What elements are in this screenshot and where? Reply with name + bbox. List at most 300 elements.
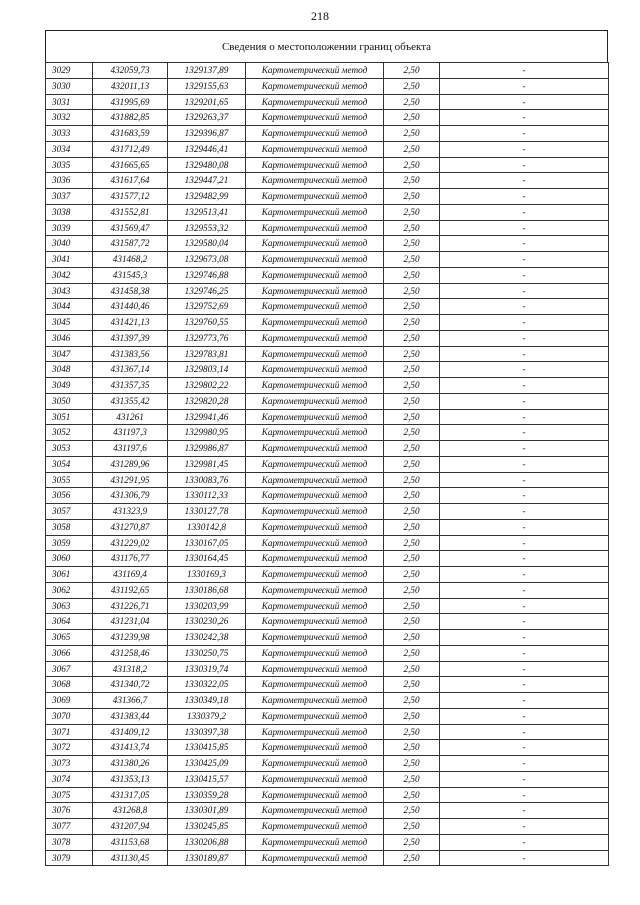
y-coordinate-cell: 1330167,05 [168, 535, 246, 551]
coordinates-sheet [45, 30, 608, 866]
point-number-cell: 3073 [46, 756, 93, 772]
point-number-cell: 3064 [46, 614, 93, 630]
point-number-cell: 3040 [46, 236, 93, 252]
description-cell: - [440, 677, 609, 693]
description-cell: - [440, 850, 609, 866]
accuracy-cell: 2,50 [384, 409, 440, 425]
table-row [46, 220, 609, 236]
x-coordinate-cell: 431683,59 [93, 126, 168, 142]
x-coordinate-cell: 431207,94 [93, 819, 168, 835]
point-number-cell: 3047 [46, 346, 93, 362]
method-cell: Картометрический метод [246, 78, 384, 94]
point-number-cell: 3052 [46, 425, 93, 441]
x-coordinate-cell: 431357,35 [93, 378, 168, 394]
method-cell: Картометрический метод [246, 315, 384, 331]
x-coordinate-cell: 431192,65 [93, 582, 168, 598]
x-coordinate-cell: 431383,56 [93, 346, 168, 362]
x-coordinate-cell: 431665,65 [93, 157, 168, 173]
x-coordinate-cell: 431317,05 [93, 787, 168, 803]
page-number: 218 [311, 9, 329, 23]
method-cell: Картометрический метод [246, 252, 384, 268]
y-coordinate-cell: 1329802,22 [168, 378, 246, 394]
accuracy-cell: 2,50 [384, 393, 440, 409]
method-cell: Картометрический метод [246, 708, 384, 724]
y-coordinate-cell: 1329980,95 [168, 425, 246, 441]
description-cell: - [440, 283, 609, 299]
y-coordinate-cell: 1330379,2 [168, 708, 246, 724]
accuracy-cell: 2,50 [384, 94, 440, 110]
table-row [46, 724, 609, 740]
method-cell: Картометрический метод [246, 504, 384, 520]
description-cell: - [440, 126, 609, 142]
y-coordinate-cell: 1330301,89 [168, 803, 246, 819]
table-row [46, 204, 609, 220]
description-cell: - [440, 252, 609, 268]
description-cell: - [440, 740, 609, 756]
point-number-cell: 3077 [46, 819, 93, 835]
accuracy-cell: 2,50 [384, 126, 440, 142]
description-cell: - [440, 567, 609, 583]
y-coordinate-cell: 1329981,45 [168, 456, 246, 472]
y-coordinate-cell: 1329773,76 [168, 330, 246, 346]
description-cell: - [440, 110, 609, 126]
table-row [46, 157, 609, 173]
y-coordinate-cell: 1330397,38 [168, 724, 246, 740]
accuracy-cell: 2,50 [384, 488, 440, 504]
x-coordinate-cell: 431617,64 [93, 173, 168, 189]
table-row [46, 378, 609, 394]
y-coordinate-cell: 1330415,57 [168, 771, 246, 787]
description-cell: - [440, 787, 609, 803]
point-number-cell: 3062 [46, 582, 93, 598]
method-cell: Картометрический метод [246, 378, 384, 394]
description-cell: - [440, 94, 609, 110]
accuracy-cell: 2,50 [384, 771, 440, 787]
description-cell: - [440, 535, 609, 551]
method-cell: Картометрический метод [246, 141, 384, 157]
description-cell: - [440, 834, 609, 850]
method-cell: Картометрический метод [246, 236, 384, 252]
accuracy-cell: 2,50 [384, 756, 440, 772]
accuracy-cell: 2,50 [384, 330, 440, 346]
description-cell: - [440, 693, 609, 709]
point-number-cell: 3071 [46, 724, 93, 740]
x-coordinate-cell: 431383,44 [93, 708, 168, 724]
description-cell: - [440, 582, 609, 598]
method-cell: Картометрический метод [246, 535, 384, 551]
point-number-cell: 3063 [46, 598, 93, 614]
point-number-cell: 3065 [46, 630, 93, 646]
table-row [46, 819, 609, 835]
method-cell: Картометрический метод [246, 441, 384, 457]
point-number-cell: 3045 [46, 315, 93, 331]
point-number-cell: 3038 [46, 204, 93, 220]
x-coordinate-cell: 431318,2 [93, 661, 168, 677]
accuracy-cell: 2,50 [384, 787, 440, 803]
method-cell: Картометрический метод [246, 110, 384, 126]
point-number-cell: 3058 [46, 519, 93, 535]
method-cell: Картометрический метод [246, 189, 384, 205]
table-row [46, 362, 609, 378]
description-cell: - [440, 236, 609, 252]
accuracy-cell: 2,50 [384, 283, 440, 299]
y-coordinate-cell: 1330206,88 [168, 834, 246, 850]
table-row [46, 551, 609, 567]
description-cell: - [440, 346, 609, 362]
table-row [46, 834, 609, 850]
x-coordinate-cell: 431882,85 [93, 110, 168, 126]
x-coordinate-cell: 431397,39 [93, 330, 168, 346]
table-row [46, 173, 609, 189]
table-row [46, 283, 609, 299]
y-coordinate-cell: 1329482,99 [168, 189, 246, 205]
point-number-cell: 3033 [46, 126, 93, 142]
method-cell: Картометрический метод [246, 582, 384, 598]
x-coordinate-cell: 431421,13 [93, 315, 168, 331]
x-coordinate-cell: 431197,6 [93, 441, 168, 457]
method-cell: Картометрический метод [246, 472, 384, 488]
x-coordinate-cell: 431577,12 [93, 189, 168, 205]
x-coordinate-cell: 431366,7 [93, 693, 168, 709]
point-number-cell: 3074 [46, 771, 93, 787]
table-row [46, 63, 609, 79]
description-cell: - [440, 362, 609, 378]
table-row [46, 346, 609, 362]
description-cell: - [440, 409, 609, 425]
x-coordinate-cell: 431197,3 [93, 425, 168, 441]
point-number-cell: 3043 [46, 283, 93, 299]
x-coordinate-cell: 431712,49 [93, 141, 168, 157]
accuracy-cell: 2,50 [384, 567, 440, 583]
accuracy-cell: 2,50 [384, 519, 440, 535]
point-number-cell: 3055 [46, 472, 93, 488]
table-row [46, 110, 609, 126]
accuracy-cell: 2,50 [384, 630, 440, 646]
x-coordinate-cell: 431226,71 [93, 598, 168, 614]
x-coordinate-cell: 431229,02 [93, 535, 168, 551]
table-row [46, 236, 609, 252]
point-number-cell: 3049 [46, 378, 93, 394]
method-cell: Картометрический метод [246, 63, 384, 79]
method-cell: Картометрический метод [246, 283, 384, 299]
accuracy-cell: 2,50 [384, 803, 440, 819]
method-cell: Картометрический метод [246, 850, 384, 866]
y-coordinate-cell: 1329986,87 [168, 441, 246, 457]
point-number-cell: 3046 [46, 330, 93, 346]
point-number-cell: 3048 [46, 362, 93, 378]
table-row [46, 330, 609, 346]
y-coordinate-cell: 1329446,41 [168, 141, 246, 157]
description-cell: - [440, 63, 609, 79]
y-coordinate-cell: 1329803,14 [168, 362, 246, 378]
method-cell: Картометрический метод [246, 803, 384, 819]
description-cell: - [440, 551, 609, 567]
accuracy-cell: 2,50 [384, 78, 440, 94]
table-row [46, 141, 609, 157]
y-coordinate-cell: 1330127,78 [168, 504, 246, 520]
x-coordinate-cell: 431552,81 [93, 204, 168, 220]
x-coordinate-cell: 431545,3 [93, 267, 168, 283]
y-coordinate-cell: 1330083,76 [168, 472, 246, 488]
method-cell: Картометрический метод [246, 598, 384, 614]
x-coordinate-cell: 432011,13 [93, 78, 168, 94]
point-number-cell: 3069 [46, 693, 93, 709]
method-cell: Картометрический метод [246, 661, 384, 677]
description-cell: - [440, 78, 609, 94]
y-coordinate-cell: 1329783,81 [168, 346, 246, 362]
y-coordinate-cell: 1329480,08 [168, 157, 246, 173]
point-number-cell: 3034 [46, 141, 93, 157]
point-number-cell: 3036 [46, 173, 93, 189]
accuracy-cell: 2,50 [384, 724, 440, 740]
accuracy-cell: 2,50 [384, 110, 440, 126]
point-number-cell: 3050 [46, 393, 93, 409]
table-row [46, 598, 609, 614]
y-coordinate-cell: 1330245,85 [168, 819, 246, 835]
point-number-cell: 3066 [46, 645, 93, 661]
y-coordinate-cell: 1330349,18 [168, 693, 246, 709]
y-coordinate-cell: 1329580,04 [168, 236, 246, 252]
y-coordinate-cell: 1329396,87 [168, 126, 246, 142]
x-coordinate-cell: 431468,2 [93, 252, 168, 268]
table-row [46, 787, 609, 803]
accuracy-cell: 2,50 [384, 141, 440, 157]
description-cell: - [440, 488, 609, 504]
description-cell: - [440, 472, 609, 488]
method-cell: Картометрический метод [246, 693, 384, 709]
x-coordinate-cell: 431153,68 [93, 834, 168, 850]
x-coordinate-cell: 431261 [93, 409, 168, 425]
accuracy-cell: 2,50 [384, 204, 440, 220]
accuracy-cell: 2,50 [384, 661, 440, 677]
method-cell: Картометрический метод [246, 677, 384, 693]
x-coordinate-cell: 431440,46 [93, 299, 168, 315]
method-cell: Картометрический метод [246, 94, 384, 110]
method-cell: Картометрический метод [246, 330, 384, 346]
table-row [46, 582, 609, 598]
accuracy-cell: 2,50 [384, 535, 440, 551]
table-row [46, 456, 609, 472]
description-cell: - [440, 456, 609, 472]
point-number-cell: 3030 [46, 78, 93, 94]
table-row [46, 472, 609, 488]
x-coordinate-cell: 431176,77 [93, 551, 168, 567]
y-coordinate-cell: 1330164,45 [168, 551, 246, 567]
y-coordinate-cell: 1329513,41 [168, 204, 246, 220]
x-coordinate-cell: 431380,26 [93, 756, 168, 772]
method-cell: Картометрический метод [246, 267, 384, 283]
table-row [46, 189, 609, 205]
accuracy-cell: 2,50 [384, 614, 440, 630]
point-number-cell: 3072 [46, 740, 93, 756]
x-coordinate-cell: 431409,12 [93, 724, 168, 740]
table-row [46, 614, 609, 630]
method-cell: Картометрический метод [246, 126, 384, 142]
table-row [46, 708, 609, 724]
x-coordinate-cell: 431587,72 [93, 236, 168, 252]
point-number-cell: 3035 [46, 157, 93, 173]
y-coordinate-cell: 1329447,21 [168, 173, 246, 189]
description-cell: - [440, 330, 609, 346]
point-number-cell: 3061 [46, 567, 93, 583]
table-row [46, 126, 609, 142]
x-coordinate-cell: 431340,72 [93, 677, 168, 693]
y-coordinate-cell: 1330425,09 [168, 756, 246, 772]
x-coordinate-cell: 431291,95 [93, 472, 168, 488]
point-number-cell: 3054 [46, 456, 93, 472]
table-row [46, 740, 609, 756]
point-number-cell: 3051 [46, 409, 93, 425]
y-coordinate-cell: 1329137,89 [168, 63, 246, 79]
description-cell: - [440, 204, 609, 220]
method-cell: Картометрический метод [246, 645, 384, 661]
point-number-cell: 3079 [46, 850, 93, 866]
table-row [46, 315, 609, 331]
description-cell: - [440, 803, 609, 819]
table-row [46, 850, 609, 866]
method-cell: Картометрический метод [246, 724, 384, 740]
x-coordinate-cell: 431289,96 [93, 456, 168, 472]
x-coordinate-cell: 431323,9 [93, 504, 168, 520]
table-row [46, 661, 609, 677]
accuracy-cell: 2,50 [384, 598, 440, 614]
description-cell: - [440, 756, 609, 772]
description-cell: - [440, 661, 609, 677]
description-cell: - [440, 189, 609, 205]
accuracy-cell: 2,50 [384, 346, 440, 362]
method-cell: Картометрический метод [246, 756, 384, 772]
table-row [46, 252, 609, 268]
method-cell: Картометрический метод [246, 393, 384, 409]
y-coordinate-cell: 1330112,33 [168, 488, 246, 504]
x-coordinate-cell: 431367,14 [93, 362, 168, 378]
accuracy-cell: 2,50 [384, 551, 440, 567]
description-cell: - [440, 315, 609, 331]
method-cell: Картометрический метод [246, 173, 384, 189]
point-number-cell: 3041 [46, 252, 93, 268]
table-row [46, 756, 609, 772]
point-number-cell: 3056 [46, 488, 93, 504]
table-row [46, 677, 609, 693]
y-coordinate-cell: 1329820,28 [168, 393, 246, 409]
x-coordinate-cell: 431239,98 [93, 630, 168, 646]
accuracy-cell: 2,50 [384, 267, 440, 283]
x-coordinate-cell: 431258,46 [93, 645, 168, 661]
table-row [46, 630, 609, 646]
point-number-cell: 3057 [46, 504, 93, 520]
y-coordinate-cell: 1330319,74 [168, 661, 246, 677]
accuracy-cell: 2,50 [384, 157, 440, 173]
point-number-cell: 3042 [46, 267, 93, 283]
y-coordinate-cell: 1330250,75 [168, 645, 246, 661]
accuracy-cell: 2,50 [384, 236, 440, 252]
y-coordinate-cell: 1329553,32 [168, 220, 246, 236]
x-coordinate-cell: 431353,13 [93, 771, 168, 787]
table-row [46, 519, 609, 535]
method-cell: Картометрический метод [246, 456, 384, 472]
x-coordinate-cell: 432059,73 [93, 63, 168, 79]
x-coordinate-cell: 431169,4 [93, 567, 168, 583]
method-cell: Картометрический метод [246, 409, 384, 425]
y-coordinate-cell: 1329752,69 [168, 299, 246, 315]
point-number-cell: 3076 [46, 803, 93, 819]
table-row [46, 488, 609, 504]
point-number-cell: 3078 [46, 834, 93, 850]
y-coordinate-cell: 1330142,8 [168, 519, 246, 535]
y-coordinate-cell: 1330203,99 [168, 598, 246, 614]
description-cell: - [440, 267, 609, 283]
x-coordinate-cell: 431413,74 [93, 740, 168, 756]
y-coordinate-cell: 1330415,85 [168, 740, 246, 756]
method-cell: Картометрический метод [246, 630, 384, 646]
table-row [46, 567, 609, 583]
table-row [46, 803, 609, 819]
y-coordinate-cell: 1329746,88 [168, 267, 246, 283]
y-coordinate-cell: 1329201,65 [168, 94, 246, 110]
description-cell: - [440, 425, 609, 441]
accuracy-cell: 2,50 [384, 299, 440, 315]
description-cell: - [440, 504, 609, 520]
description-cell: - [440, 441, 609, 457]
method-cell: Картометрический метод [246, 771, 384, 787]
method-cell: Картометрический метод [246, 346, 384, 362]
method-cell: Картометрический метод [246, 740, 384, 756]
method-cell: Картометрический метод [246, 614, 384, 630]
method-cell: Картометрический метод [246, 519, 384, 535]
method-cell: Картометрический метод [246, 204, 384, 220]
point-number-cell: 3031 [46, 94, 93, 110]
description-cell: - [440, 141, 609, 157]
method-cell: Картометрический метод [246, 425, 384, 441]
description-cell: - [440, 724, 609, 740]
x-coordinate-cell: 431995,69 [93, 94, 168, 110]
table-row [46, 78, 609, 94]
description-cell: - [440, 771, 609, 787]
table-row [46, 504, 609, 520]
description-cell: - [440, 220, 609, 236]
method-cell: Картометрический метод [246, 551, 384, 567]
section-title: Сведения о местоположении границ объекта [45, 30, 608, 62]
table-row [46, 645, 609, 661]
method-cell: Картометрический метод [246, 362, 384, 378]
accuracy-cell: 2,50 [384, 378, 440, 394]
y-coordinate-cell: 1329760,55 [168, 315, 246, 331]
x-coordinate-cell: 431231,04 [93, 614, 168, 630]
method-cell: Картометрический метод [246, 157, 384, 173]
accuracy-cell: 2,50 [384, 456, 440, 472]
description-cell: - [440, 157, 609, 173]
accuracy-cell: 2,50 [384, 693, 440, 709]
point-number-cell: 3037 [46, 189, 93, 205]
accuracy-cell: 2,50 [384, 425, 440, 441]
description-cell: - [440, 299, 609, 315]
method-cell: Картометрический метод [246, 834, 384, 850]
point-number-cell: 3068 [46, 677, 93, 693]
coordinates-table [45, 62, 609, 866]
description-cell: - [440, 630, 609, 646]
description-cell: - [440, 519, 609, 535]
method-cell: Картометрический метод [246, 819, 384, 835]
description-cell: - [440, 598, 609, 614]
y-coordinate-cell: 1330242,38 [168, 630, 246, 646]
accuracy-cell: 2,50 [384, 441, 440, 457]
x-coordinate-cell: 431268,8 [93, 803, 168, 819]
coordinates-table-body [46, 63, 609, 866]
description-cell: - [440, 645, 609, 661]
point-number-cell: 3059 [46, 535, 93, 551]
method-cell: Картометрический метод [246, 567, 384, 583]
point-number-cell: 3039 [46, 220, 93, 236]
